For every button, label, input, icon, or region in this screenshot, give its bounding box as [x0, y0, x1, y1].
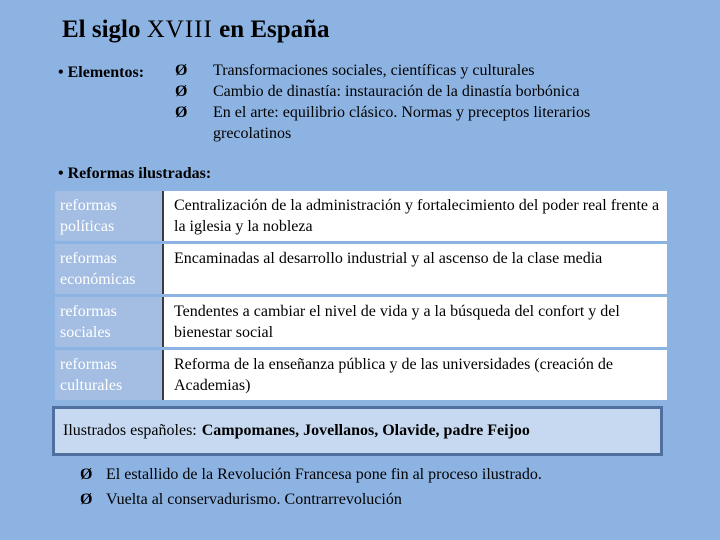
- reforma-description: Encaminadas al desarrollo industrial y al ascenso de la clase media: [163, 244, 667, 294]
- list-item: [175, 81, 655, 102]
- title-century: XVIII: [146, 16, 213, 43]
- reforma-description: Reforma de la enseñanza pública y de las universidades (creación de Academias): [163, 350, 667, 400]
- reforma-category: reformas políticas: [55, 191, 163, 241]
- table-row: [55, 191, 667, 241]
- list-item-text: En el arte: equilibrio clásico. Normas y preceptos literarios grecolatinos: [213, 104, 591, 142]
- reforma-description: Centralización de la administración y fortalecimiento del poder real frente a la iglesia y la nobleza: [163, 191, 667, 241]
- reformas-table: [55, 191, 667, 400]
- list-item-text: Transformaciones sociales, científicas y culturales: [213, 62, 535, 79]
- ilustrados-prefix: Ilustrados españoles:: [63, 422, 197, 439]
- title-suffix: en España: [219, 16, 330, 43]
- elementos-list: [175, 60, 655, 144]
- arrow-bullet-icon: Ø: [175, 62, 188, 79]
- reforma-category: reformas sociales: [55, 297, 163, 347]
- arrow-bullet-icon: Ø: [80, 491, 93, 508]
- list-item: [175, 102, 655, 144]
- list-item-text: Cambio de dinastía: instauración de la dinastía borbónica: [213, 83, 580, 100]
- ilustrados-box: [52, 406, 663, 456]
- arrow-bullet-icon: Ø: [80, 466, 93, 483]
- list-item-text: Vuelta al conservadurismo. Contrarrevolución: [106, 491, 402, 508]
- reforma-description: Tendentes a cambiar el nivel de vida y a la búsqueda del confort y del bienestar social: [163, 297, 667, 347]
- table-row: [55, 350, 667, 400]
- ilustrados-names: Campomanes, Jovellanos, Olavide, padre Feijoo: [201, 422, 530, 439]
- conclusions-list: [80, 462, 680, 512]
- reformas-label: • Reformas ilustradas:: [58, 165, 212, 182]
- reforma-category: reformas culturales: [55, 350, 163, 400]
- arrow-bullet-icon: Ø: [175, 83, 188, 100]
- title-main: El siglo: [62, 16, 141, 43]
- list-item: [80, 462, 680, 487]
- page-title: [62, 16, 330, 44]
- table-row: [55, 244, 667, 294]
- elementos-label: • Elementos:: [58, 64, 145, 81]
- list-item: [175, 60, 655, 81]
- reforma-category: reformas económicas: [55, 244, 163, 294]
- table-row: [55, 297, 667, 347]
- list-item: [80, 487, 680, 512]
- arrow-bullet-icon: Ø: [175, 104, 188, 121]
- list-item-text: El estallido de la Revolución Francesa pone fin al proceso ilustrado.: [106, 466, 542, 483]
